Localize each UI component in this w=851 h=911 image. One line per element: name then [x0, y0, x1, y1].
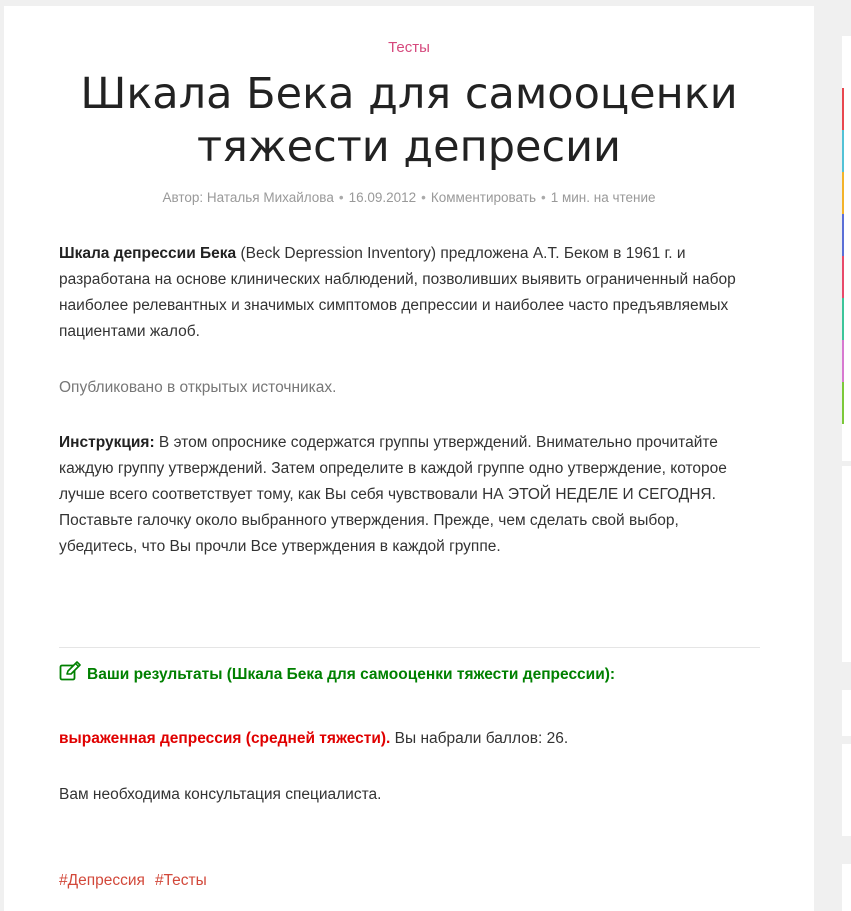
meta-separator: •	[421, 190, 426, 205]
intro-bold: Шкала депрессии Бека	[59, 245, 237, 262]
article-meta	[4, 190, 814, 205]
result-score	[59, 726, 759, 752]
tag-list	[59, 868, 217, 894]
result-advice: Вам необходима консультация специалиста.	[59, 786, 382, 803]
meta-separator: •	[540, 190, 546, 205]
author-link[interactable]: Автор: Наталья Михайлова	[162, 190, 334, 205]
sidebar-stripe	[842, 214, 844, 256]
result-level: выраженная депрессия (средней тяжести).	[59, 730, 391, 747]
article-card	[4, 6, 814, 911]
tag-tests[interactable]: #Тесты	[154, 872, 207, 889]
edit-icon	[59, 661, 81, 681]
sidebar-stripe	[842, 88, 844, 130]
score-text: Вы набрали баллов: 26.	[390, 730, 569, 747]
sidebar-edge	[842, 36, 851, 911]
sidebar-gap	[842, 461, 851, 466]
result-heading-text: Ваши результаты (Шкала Бека для самооценки тяжести депрессии):	[87, 666, 616, 683]
sidebar-stripe	[842, 340, 844, 382]
publish-date: 16.09.2012	[348, 190, 417, 205]
sidebar-stripe	[842, 382, 844, 424]
sidebar-stripe	[842, 130, 844, 172]
instruction-text: В этом опроснике содержатся группы утверждений. Внимательно прочитайте каждую группу утверждений. Затем определите в каждой группе одно утверждение, которое лучше всего соответствует тому, как Вы себя чувствовали НА ЭТОЙ НЕДЕЛЕ И СЕГОДНЯ. Поставьте галочку около выбранного утверждения. Прежде, чем сделать свой выбор, убедитесь, что Вы прочли Все утверждения в каждой группе.	[59, 434, 727, 555]
divider	[59, 647, 760, 648]
sidebar-gap	[842, 736, 851, 744]
category-link[interactable]: Тесты	[388, 39, 430, 56]
tag-depression[interactable]: #Депрессия	[59, 872, 145, 889]
result-heading	[59, 666, 759, 684]
instruction-paragraph	[59, 430, 759, 560]
sidebar-stripe	[842, 256, 844, 298]
instruction-bold: Инструкция:	[59, 434, 155, 451]
sidebar-gap	[842, 836, 851, 864]
intro-paragraph	[59, 241, 759, 345]
read-time: 1 мин. на чтение	[550, 190, 656, 205]
published-note: Опубликовано в открытых источниках.	[59, 379, 337, 396]
sidebar-gap	[842, 662, 851, 690]
comment-link[interactable]: Комментировать	[430, 190, 536, 205]
meta-separator: •	[338, 190, 344, 205]
page-title: Шкала Бека для самооценки тяжести депресии	[80, 69, 738, 172]
intro-text: (Beck Depression Inventory) предложена А.Т. Беком в 1961 г. и разработана на основе клинических наблюдений, позволивших выявить ограниченный набор наиболее релевантных и значимых симптомов депрессии и наиболее часто предъявляемых пациентами жалоб.	[59, 245, 736, 340]
sidebar-stripe	[842, 298, 844, 340]
sidebar-stripe	[842, 172, 844, 214]
